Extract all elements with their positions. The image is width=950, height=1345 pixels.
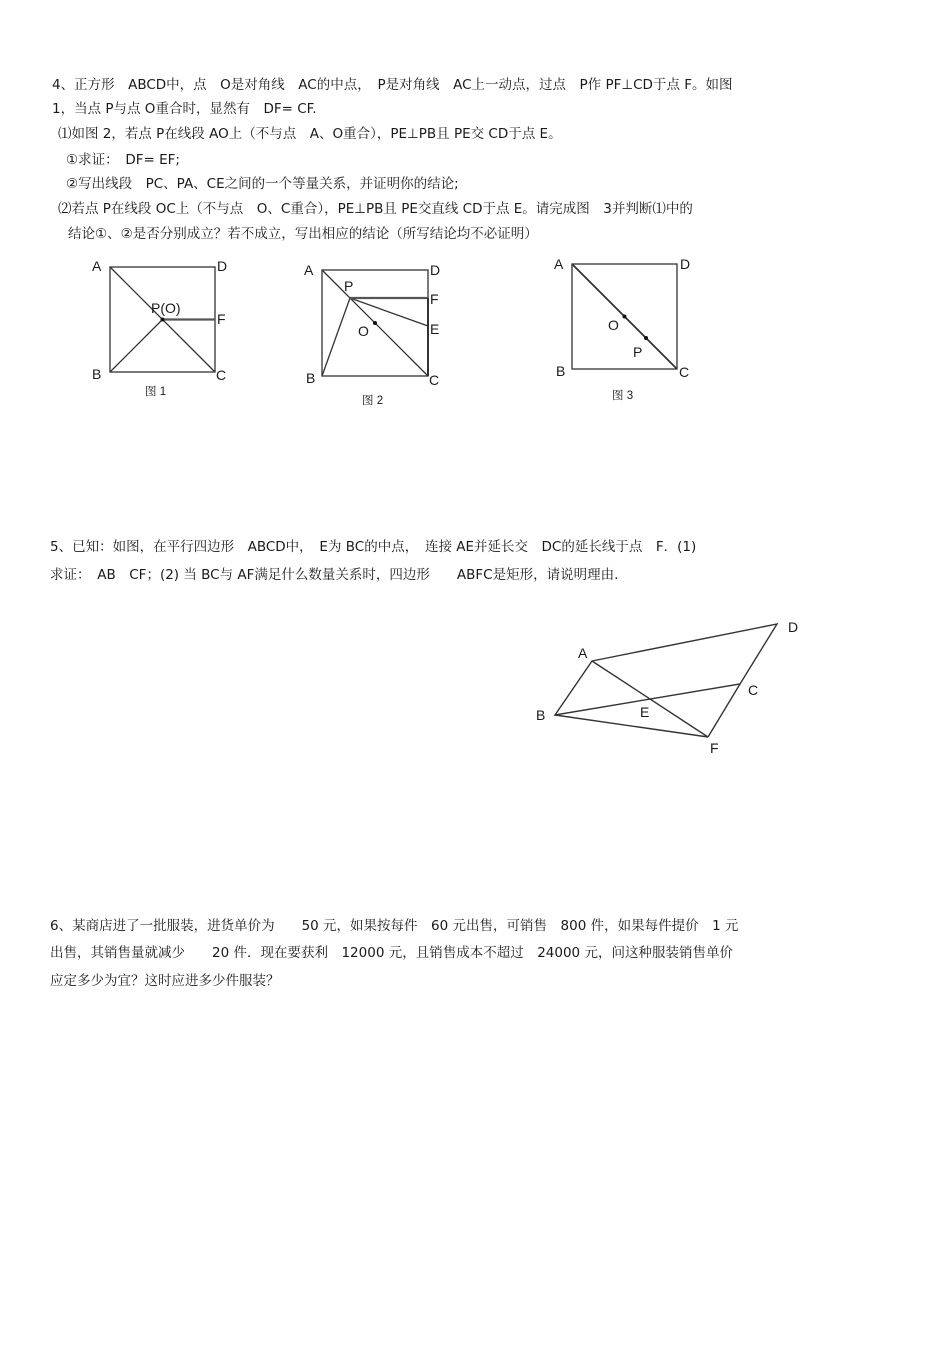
q5-fig-label-f: F xyxy=(710,740,719,756)
fig3-label-b: B xyxy=(556,363,566,379)
fig2-label-o: O xyxy=(358,323,369,339)
fig1-label-d: D xyxy=(217,258,228,274)
fig1-label-b: B xyxy=(92,366,102,382)
figure-1 xyxy=(85,255,245,405)
fig3-label-o: O xyxy=(608,317,619,333)
q5-line-2: 求证： AB CF；(2) 当 BC与 AF满足什么数量关系时，四边形 ABFC是矩形，请说明理由. xyxy=(50,567,619,583)
q5-fig-label-a: A xyxy=(578,645,588,661)
fig3-label-p: P xyxy=(633,344,643,360)
q4-line-2: 1，当点 P与点 O重合时，显然有 DF= CF. xyxy=(52,101,317,117)
q5-fig-label-d: D xyxy=(788,619,799,635)
fig1-caption: 图 1 xyxy=(145,386,167,398)
figure-2 xyxy=(300,258,460,410)
fig3-label-a: A xyxy=(554,256,564,272)
fig3-caption: 图 3 xyxy=(612,390,634,402)
q5-fig-label-c: C xyxy=(748,682,759,698)
q4-line-1: 4、正方形 ABCD中，点 O是对角线 AC的中点， P是对角线 AC上一动点，过点 P作 PF⊥CD于点 F。如图 xyxy=(52,77,733,93)
q5-fig-label-b: B xyxy=(536,707,546,723)
q4-line-3: ⑴如图 2，若点 P在线段 AO上（不与点 A、O重合），PE⊥PB且 PE交 CD于点 E。 xyxy=(58,126,562,142)
fig2-caption: 图 2 xyxy=(362,395,384,407)
q6-line-3: 应定多少为宜？这时应进多少件服装？ xyxy=(50,973,280,989)
q5-fig-label-e: E xyxy=(640,704,650,720)
q6-line-2: 出售，其销售量就减少 20 件．现在要获利 12000 元，且销售成本不超过 24000 元，问这种服装销售单价 xyxy=(50,945,733,961)
q6-line-1: 6、某商店进了一批服装，进货单价为 50 元，如果按每件 60 元出售，可销售 800 件，如果每件提价 1 元 xyxy=(50,918,739,934)
fig3-label-c: C xyxy=(679,364,690,380)
q4-line-4: ①求证： DF= EF; xyxy=(66,152,180,168)
fig2-label-f: F xyxy=(430,291,439,307)
fig1-label-f: F xyxy=(217,311,226,327)
fig1-label-po: P(O) xyxy=(151,300,181,316)
q4-line-6: ⑵若点 P在线段 OC上（不与点 O、C重合），PE⊥PB且 PE交直线 CD于点 E。请完成图 3并判断⑴中的 xyxy=(58,201,693,217)
fig3-label-d: D xyxy=(680,256,691,272)
fig2-label-c: C xyxy=(429,372,440,388)
fig2-label-b: B xyxy=(306,370,316,386)
fig2-label-p: P xyxy=(344,278,354,294)
fig1-label-c: C xyxy=(216,367,227,383)
q5-line-1: 5、已知：如图，在平行四边形 ABCD中， E为 BC的中点， 连接 AE并延长交 DC的延长线于点 F．(1) xyxy=(50,539,697,555)
fig2-label-d: D xyxy=(430,262,441,278)
fig1-label-a: A xyxy=(92,258,102,274)
q4-line-7: 结论①、②是否分别成立？若不成立，写出相应的结论（所写结论均不必证明） xyxy=(68,226,538,242)
q4-line-5: ②写出线段 PC、PA、CE之间的一个等量关系，并证明你的结论; xyxy=(66,176,459,192)
figure-parallelogram xyxy=(530,612,810,762)
fig2-label-a: A xyxy=(304,262,314,278)
figure-3 xyxy=(550,252,710,404)
fig2-label-e: E xyxy=(430,321,440,337)
